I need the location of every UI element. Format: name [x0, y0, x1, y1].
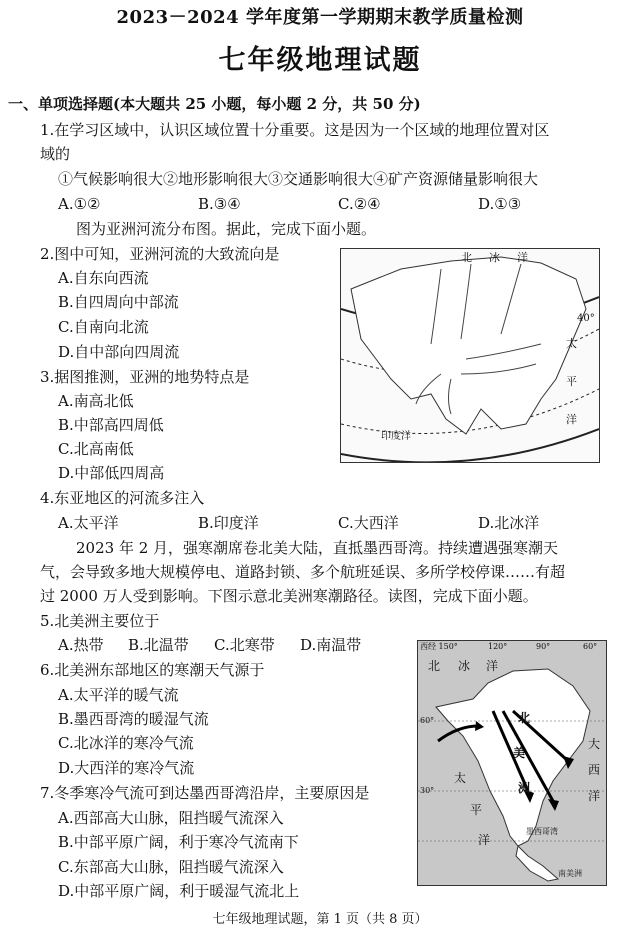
asia-label-ocean: 洋	[517, 251, 528, 264]
q6-stem: 6.北美洲东部地区的寒潮天气源于	[40, 661, 265, 679]
na-map-drawing	[418, 641, 606, 885]
q4-option-d: D.北冰洋	[478, 514, 540, 532]
asia-label-indian-ocean: 印度洋	[381, 431, 411, 442]
intro-na-line1: 2023 年 2 月，强寒潮席卷北美大陆，直抵墨西哥湾。持续遭遇强寒潮天	[76, 539, 559, 557]
na-label-south-america: 南美洲	[558, 869, 582, 878]
subject-title: 七年级地理试题	[218, 45, 422, 76]
na-label-lon90: 90°	[536, 642, 551, 651]
asia-label-40: 40°	[577, 313, 595, 324]
na-label-tai: 太	[454, 771, 467, 785]
q3-option-c: C.北高南低	[58, 440, 134, 458]
na-label-lat30: 30°	[420, 786, 435, 795]
q1-option-d: D.①③	[478, 195, 522, 213]
na-label-lon60: 60°	[583, 642, 598, 651]
q3-option-d: D.中部低四周高	[58, 464, 165, 482]
na-label-da: 大	[588, 737, 601, 751]
q5-option-c: C.北寒带	[214, 636, 275, 654]
na-label-arctic-bei: 北	[428, 659, 441, 673]
q6-option-b: B.墨西哥湾的暖湿气流	[58, 710, 209, 728]
na-label-yang: 洋	[478, 833, 491, 847]
q3-stem: 3.据图推测，亚洲的地势特点是	[40, 368, 250, 386]
na-label-lat60: 60°	[420, 716, 435, 725]
q6-option-a: A.太平洋的暖气流	[58, 686, 179, 704]
na-label-bei: 北	[518, 711, 531, 725]
q2-stem: 2.图中可知，亚洲河流的大致流向是	[40, 245, 280, 263]
q5-stem: 5.北美洲主要位于	[40, 612, 160, 630]
na-label-arctic-yang: 洋	[486, 659, 499, 673]
q1-stem-line2: 域的	[40, 145, 71, 163]
na-label-lon120: 120°	[488, 642, 508, 651]
north-america-map	[417, 640, 607, 886]
na-label-ping: 平	[470, 803, 483, 817]
asia-river-map	[340, 248, 600, 463]
q2-option-c: C.自南向北流	[58, 318, 149, 336]
q7-option-c: C.东部高大山脉，阻挡暖气流深入	[58, 858, 284, 876]
q1-option-b: B.③④	[198, 195, 241, 213]
q6-option-c: C.北冰洋的寒冷气流	[58, 734, 194, 752]
q4-option-a: A.太平洋	[58, 514, 119, 532]
na-label-zhou: 洲	[518, 781, 531, 795]
q3-option-b: B.中部高四周低	[58, 416, 164, 434]
q2-option-b: B.自四周向中部流	[58, 293, 179, 311]
q1-option-c: C.②④	[338, 195, 381, 213]
q4-option-c: C.大西洋	[338, 514, 399, 532]
na-label-lon150: 西经 150°	[420, 642, 458, 651]
asia-label-ping: 平	[566, 375, 577, 388]
q5-option-b: B.北温带	[128, 636, 189, 654]
asia-label-yang: 洋	[566, 413, 577, 426]
section-title: 一、单项选择题(本大题共 25 小题，每小题 2 分，共 50 分)	[8, 95, 421, 113]
asia-label-tai: 太	[566, 337, 577, 350]
na-label-mexico-gulf: 墨西哥湾	[526, 827, 558, 836]
na-label-arctic-bing: 冰	[458, 659, 471, 673]
q5-option-d: D.南温带	[300, 636, 362, 654]
q7-option-a: A.西部高大山脉，阻挡暖气流深入	[58, 809, 284, 827]
intro-na-line2: 气，会导致多地大规模停电、道路封锁、多个航班延误、多所学校停课……有超	[40, 563, 566, 581]
q2-option-a: A.自东向西流	[58, 269, 149, 287]
q6-option-d: D.大西洋的寒冷气流	[58, 759, 195, 777]
exam-title: 2023－2024 学年度第一学期期末教学质量检测	[116, 7, 524, 28]
q1-stem-line1: 1.在学习区域中，认识区域位置十分重要。这是因为一个区域的地理位置对区	[40, 121, 550, 139]
q4-stem: 4.东亚地区的河流多注入	[40, 489, 205, 507]
q1-option-a: A.①②	[58, 195, 101, 213]
asia-map-drawing	[341, 249, 599, 462]
q7-stem: 7.冬季寒冷气流可到达墨西哥湾沿岸，主要原因是	[40, 784, 370, 802]
asia-label-north: 北	[461, 251, 472, 264]
asia-label-ice: 冰	[489, 251, 500, 264]
q1-items: ①气候影响很大②地形影响很大③交通影响很大④矿产资源储量影响很大	[58, 170, 539, 188]
na-label-yang2: 洋	[588, 789, 601, 803]
intro-na-line3: 过 2000 万人受到影响。下图示意北美洲寒潮路径。读图，完成下面小题。	[40, 587, 538, 605]
q5-option-a: A.热带	[58, 636, 104, 654]
page-footer: 七年级地理试题，第 1 页（共 8 页）	[212, 912, 428, 927]
q7-option-d: D.中部平原广阔，利于暖湿气流北上	[58, 882, 300, 900]
q7-option-b: B.中部平原广阔，利于寒冷气流南下	[58, 833, 299, 851]
na-label-xi: 西	[588, 763, 601, 777]
na-label-mei: 美	[513, 746, 526, 760]
q3-option-a: A.南高北低	[58, 392, 134, 410]
intro-asia: 图为亚洲河流分布图。据此，完成下面小题。	[76, 220, 377, 238]
q2-option-d: D.自中部向四周流	[58, 343, 180, 361]
q4-option-b: B.印度洋	[198, 514, 259, 532]
